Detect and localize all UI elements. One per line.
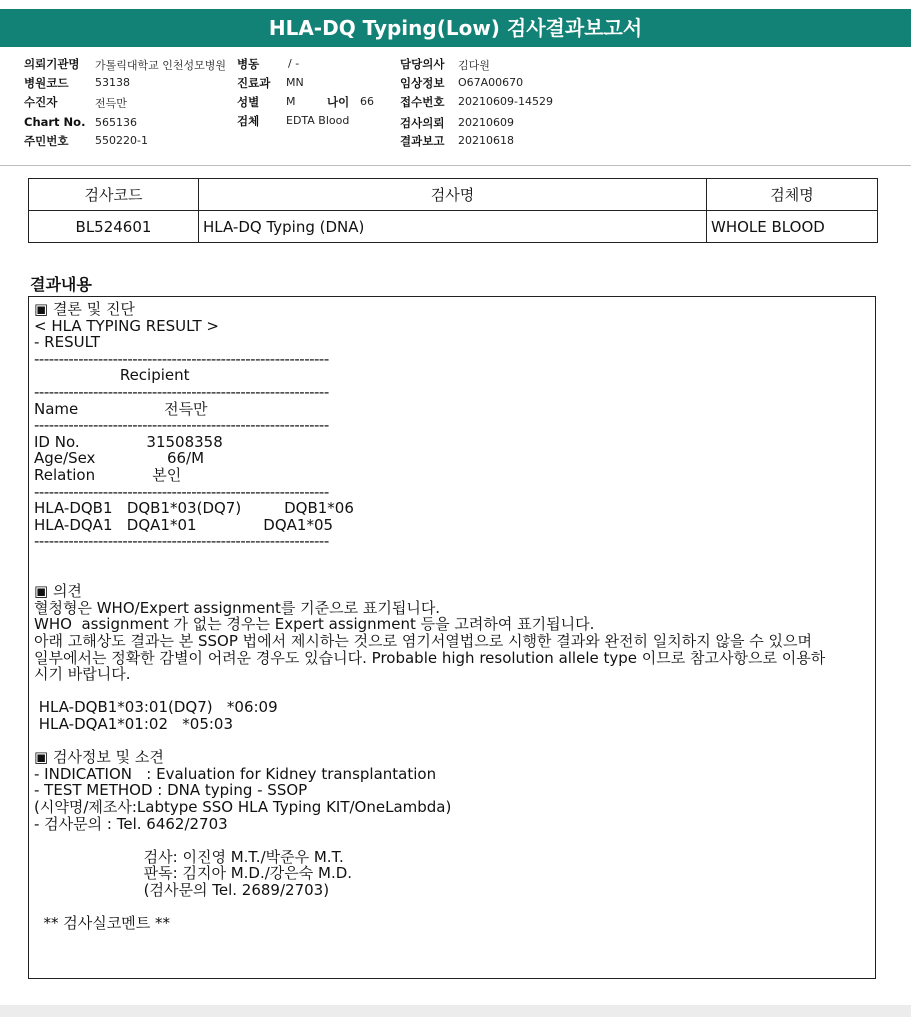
result-line: ▣ 검사정보 및 소견 (34, 748, 164, 767)
result-line: Relation 본인 (34, 466, 182, 484)
result-line: 혈청형은 WHO/Expert assignment를 기준으로 표기됩니다. (34, 598, 441, 617)
separator-line: ------------------------------------------------------------ (34, 416, 329, 435)
info-value: 전득만 (95, 97, 127, 110)
result-line: - RESULT (34, 333, 101, 352)
info-label: 주민번호 (24, 134, 69, 148)
result-line: Age/Sex 66/M (34, 449, 205, 468)
result-line: - INDICATION : Evaluation for Kidney transplantation (34, 764, 437, 783)
result-line: ** 검사실코멘트 ** (34, 914, 171, 933)
info-value: 김다원 (458, 59, 490, 72)
info-label: 병원코드 (24, 76, 69, 90)
info-value: EDTA Blood (286, 114, 350, 127)
info-value: M (286, 95, 296, 108)
info-label: Chart No. (24, 115, 86, 129)
result-line: 판독: 김지아 M.D./강은숙 M.D. (34, 864, 353, 883)
info-value: 53138 (95, 76, 130, 89)
info-value: 550220-1 (95, 134, 148, 147)
separator-line: ------------------------------------------------------------ (34, 482, 329, 501)
info-label: 접수번호 (400, 95, 445, 109)
info-label: 검체 (237, 114, 260, 128)
info-value: / - (288, 57, 300, 70)
table-cell: WHOLE BLOOD (707, 211, 878, 243)
info-label: 병동 (237, 57, 260, 71)
result-line: ID No. 31508358 (34, 432, 223, 451)
result-line: Recipient (34, 366, 190, 385)
table-header: 검사명 (199, 179, 707, 211)
info-label: 성별 (237, 95, 260, 109)
result-line: HLA-DQB1*03:01(DQ7) *06:09 (34, 698, 278, 717)
result-line: < HLA TYPING RESULT > (34, 316, 219, 335)
info-value: 66 (360, 95, 374, 108)
result-line: - TEST METHOD : DNA typing - SSOP (34, 781, 308, 800)
result-line: Name 전득만 (34, 399, 208, 418)
info-label: 의뢰기관명 (24, 57, 80, 71)
report-title: HLA-DQ Typing(Low) 검사결과보고서 (0, 9, 911, 47)
result-line: ▣ 결론 및 진단 (34, 300, 135, 318)
result-line: WHO assignment 가 없는 경우는 Expert assignment 등을 고려하여 표기됩니다. (34, 615, 595, 634)
result-section-title: 결과내용 (30, 275, 92, 294)
info-label: 임상정보 (400, 76, 445, 90)
result-line: ▣ 의견 (34, 582, 82, 601)
result-line: (검사문의 Tel. 2689/2703) (34, 881, 330, 899)
separator-line: ------------------------------------------------------------ (34, 532, 329, 551)
result-content (28, 296, 876, 979)
info-label: 담당의사 (400, 57, 445, 71)
table-header: 검사코드 (29, 179, 199, 211)
table-header-row (29, 179, 878, 211)
result-line: HLA-DQB1 DQB1*03(DQ7) DQB1*06 (34, 499, 354, 518)
test-table (28, 178, 878, 243)
result-line: 시기 바랍니다. (34, 665, 131, 684)
separator-line: ------------------------------------------------------------ (34, 349, 329, 368)
result-line: HLA-DQA1*01:02 *05:03 (34, 715, 234, 733)
info-label: 수진자 (24, 95, 58, 109)
result-line: 아래 고해상도 결과는 본 SSOP 법에서 제시하는 것으로 염기서열법으로 시행한 결과와 완전히 일치하지 않을 수 있으며 (34, 632, 812, 650)
info-label: 결과보고 (400, 134, 445, 148)
result-line: 일부에서는 정확한 감별이 어려운 경우도 있습니다. Probable high resolution allele type 이므로 참고사항으로 이용하 (34, 648, 826, 667)
table-cell: HLA-DQ Typing (DNA) (199, 211, 707, 243)
result-line: 검사: 이진영 M.T./박준우 M.T. (34, 847, 344, 866)
table-row (29, 211, 878, 243)
info-value: 20210609 (458, 116, 514, 129)
table-cell: BL524601 (29, 211, 199, 243)
info-value: O67A00670 (458, 76, 524, 89)
separator-line: ------------------------------------------------------------ (34, 383, 329, 401)
result-line: (시약명/제조사:Labtype SSO HLA Typing KIT/OneLambda) (34, 798, 452, 816)
info-label: 진료과 (237, 76, 271, 90)
info-value: 565136 (95, 116, 137, 129)
result-line: - 검사문의 : Tel. 6462/2703 (34, 814, 228, 833)
patient-info (0, 54, 911, 166)
result-line: HLA-DQA1 DQA1*01 DQA1*05 (34, 515, 334, 534)
table-header: 검체명 (707, 179, 878, 211)
info-value: 가톨릭대학교 인천성모병원 (95, 59, 227, 72)
info-divider (0, 165, 911, 166)
info-value: 20210618 (458, 134, 514, 147)
info-value: MN (286, 76, 304, 89)
info-label: 나이 (327, 95, 350, 109)
info-label: 검사의뢰 (400, 116, 445, 130)
info-value: 20210609-14529 (458, 95, 553, 108)
